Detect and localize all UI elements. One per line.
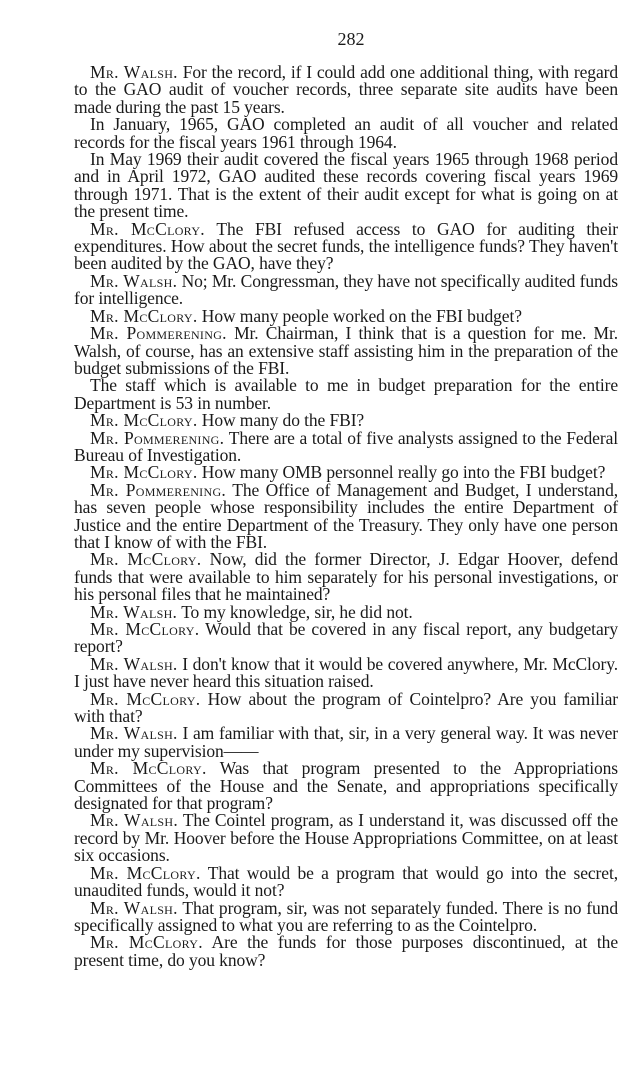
paragraph-text: The Office of Management and Budget, I understand, has seven people whose responsibility includes the entire Department of Justice and the entire Department of the Treasury. They only have one person that I know of with the FBI. [74,479,618,552]
speaker-name: Mr. McClory. [90,758,207,779]
transcript-paragraph [74,653,618,692]
transcript-paragraph [74,551,618,603]
transcript-paragraph [74,479,618,552]
transcript-paragraph [74,270,618,309]
speaker-name: Mr. McClory. [90,619,200,639]
speaker-name: Mr. Pommerening. [90,427,225,448]
transcript-paragraph [74,760,618,812]
document-page [74,28,618,969]
transcript-paragraph [74,897,618,935]
transcript-paragraph [74,688,619,727]
speaker-name: Mr. Walsh. [90,62,178,82]
speaker-name: Mr. McClory. [90,862,201,883]
hearing-transcript [74,64,618,969]
transcript-paragraph [74,377,618,412]
paragraph-text: How many OMB personnel really go into the FBI budget? [197,462,606,483]
paragraph-text: To my knowledge, sir, he did not. [177,601,413,622]
paragraph-text: How many people worked on the FBI budget? [197,305,522,326]
transcript-paragraph [74,812,618,864]
paragraph-text: Was that program presented to the Appropriations Committees of the House and the Senate, and appropriations specifically designated for that program? [74,758,619,814]
paragraph-text: The FBI refused access to GAO for auditing their expenditures. How about the secret funds, the intelligence funds? They haven't been audited by the GAO, have they? [74,218,618,274]
speaker-name: Mr. McClory. [90,218,205,239]
speaker-name: Mr. Walsh. [90,601,178,622]
speaker-name: Mr. McClory. [90,549,202,570]
paragraph-text: I don't know that it would be covered anywhere, Mr. McClory. I just have never heard this situation raised. [74,653,618,692]
paragraph-text: In May 1969 their audit covered the fiscal years 1965 through 1968 period and in April 1972, GAO audited these records covering fiscal years 1969 through 1971. That is the extent of their audit except for what is going on at the present time. [74,149,618,222]
transcript-paragraph [74,621,618,656]
paragraph-text: The Cointel program, as I understand it, was discussed off the record by Mr. Hoover before the House Appropriations Committee, on at least six occasions. [74,810,618,866]
speaker-name: Mr. McClory. [90,688,201,709]
transcript-paragraph [74,64,618,116]
speaker-name: Mr. Walsh. [90,723,178,744]
paragraph-text: That would be a program that would go into the secret, unaudited funds, would it not? [74,862,618,901]
paragraph-text: In January, 1965, GAO completed an audit of all voucher and related records for the fiscal years 1961 through 1964. [74,114,618,152]
speaker-name: Mr. Walsh. [90,653,178,674]
paragraph-text: No; Mr. Congressman, they have not specifically audited funds for intelligence. [74,270,618,309]
speaker-name: Mr. Walsh. [90,897,178,918]
transcript-paragraph [74,934,618,969]
paragraph-text: How about the program of Cointelpro? Are you familiar with that? [74,688,619,727]
speaker-name: Mr. McClory. [90,410,198,431]
paragraph-text: Mr. Chairman, I think that is a question for me. Mr. Walsh, of course, has an extensive staff assisting him in the preparation of the budget submissions of the FBI. [74,323,619,378]
speaker-name: Mr. Walsh. [90,270,178,291]
transcript-paragraph [74,725,618,760]
speaker-name: Mr. Walsh. [90,810,179,831]
transcript-paragraph [74,862,618,901]
transcript-paragraph [74,325,618,377]
paragraph-text: Are the funds for those purposes discontinued, at the present time, do you know? [74,932,618,970]
paragraph-text: I am familiar with that, sir, in a very general way. It was never under my supervision—— [74,723,618,761]
paragraph-text: Now, did the former Director, J. Edgar Hoover, defend funds that were available to him separately for his personal investigations, or his personal files that he maintained? [74,549,619,605]
transcript-paragraph [74,151,618,221]
paragraph-text: That program, sir, was not separately funded. There is no fund specifically assigned to what you are referring to as the Cointelpro. [74,897,618,935]
speaker-name: Mr. McClory. [90,305,198,326]
transcript-paragraph [74,427,618,465]
transcript-paragraph [74,218,618,274]
speaker-name: Mr. McClory. [90,932,203,953]
paragraph-text: Would that be covered in any fiscal report, any budgetary report? [74,619,618,657]
paragraph-text: How many do the FBI? [197,410,365,431]
paragraph-text: For the record, if I could add one additional thing, with regard to the GAO audit of voucher records, three separate site audits have been made during the past 15 years. [74,62,618,117]
paragraph-text: There are a total of five analysts assigned to the Federal Bureau of Investigation. [74,427,618,465]
page-number: 282 [337,29,365,49]
paragraph-text: The staff which is available to me in budget preparation for the entire Department is 53 in number. [74,375,618,413]
transcript-paragraph [74,116,618,151]
speaker-name: Mr. McClory. [90,462,198,483]
speaker-name: Mr. Pommerening. [90,323,227,344]
speaker-name: Mr. Pommerening. [90,479,227,500]
